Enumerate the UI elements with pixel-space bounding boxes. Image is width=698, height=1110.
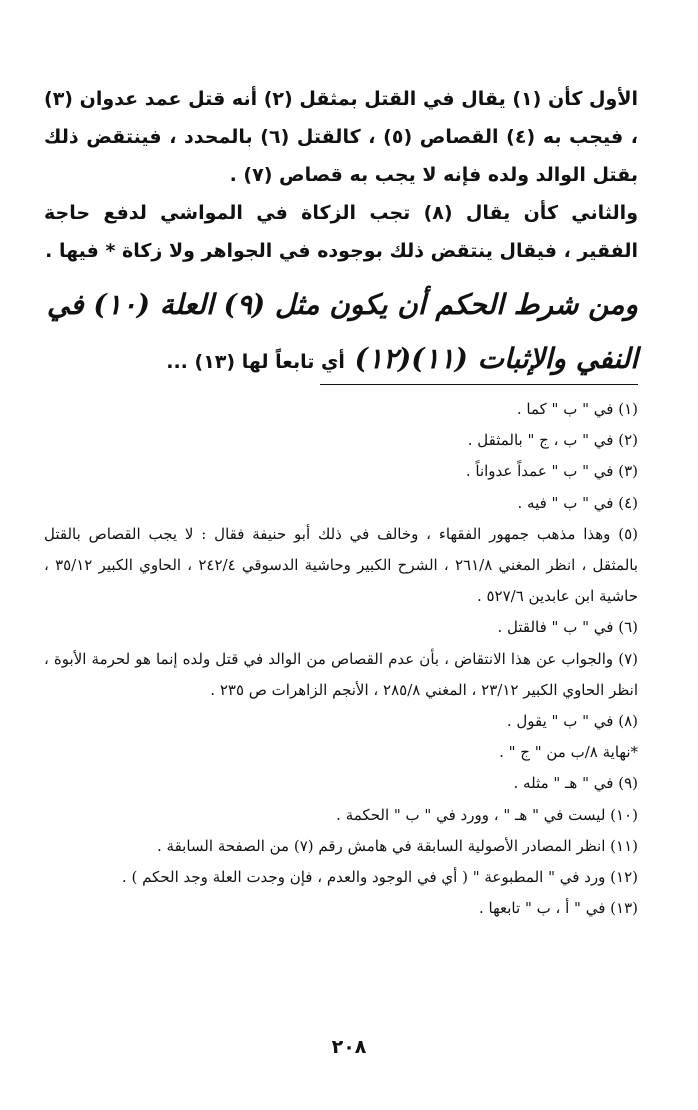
footnote: *نهاية ٨/ب من " ج " .: [499, 743, 638, 762]
footnote: (٥) وهذا مذهب جمهور الفقهاء ، وخالف في ذلك أبو حنيفة فقال : لا يجب القصاص بالقتل بالمثقل ، انظر المغني ٢٦١/٨ ، الشرح الكبير وحاشية الدسوقي ٢٤٢/٤ ، الحاوي الكبير ٣٥/١٢ ، حاشية ابن عابدين ٥٢٧/٦ .: [44, 524, 639, 606]
footnote: (٩) في " هـ " مثله .: [513, 774, 638, 793]
footnote: (١٠) ليست في " هـ " ، وورد في " ب " الحكمة .: [336, 805, 638, 824]
footnote: (٨) في " ب " يقول .: [506, 712, 638, 731]
main-text: [44, 80, 638, 270]
footnote: (٢) في " ب ، ج " بالمثقل .: [467, 431, 638, 450]
footnote: (١٣) في " أ ، ب " تابعها .: [479, 899, 638, 918]
footnote: (١١) انظر المصادر الأصولية السابقة في هامش رقم (٧) من الصفحة السابقة .: [157, 836, 638, 855]
paragraph-second-example: والثاني كأن يقال (٨) تجب الزكاة في المواشي لدفع حاجة الفقير ، فيقال ينتقض ذلك بوجوده في الجواهر ولا زكاة * فيها .: [44, 202, 638, 262]
section-heading: [44, 278, 638, 389]
footnote: (٧) والجواب عن هذا الانتقاض ، بأن عدم القصاص من الوالد في قتل ولده إنما هو لحرمة الأبوة ، انظر الحاوي الكبير ٢٣/١٢ ، المغني ٢٨٥/٨ ، الأنجم الزاهرات ص ٢٣٥ .: [44, 649, 638, 699]
footnote-divider: [320, 384, 638, 385]
heading-title: ومن شرط الحكم أن يكون مثل (٩) العلة (١٠) في النفي والإثبات (١١)(١٢): [46, 288, 638, 375]
footnote: (٦) في " ب " فالقتل .: [497, 618, 638, 637]
footnotes-list: [44, 394, 638, 924]
footnote: (١) في " ب " كما .: [516, 400, 638, 418]
heading-tail: أي تابعاً لها (١٣) ...: [166, 351, 345, 373]
page-number: ٢٠٨: [331, 1036, 367, 1058]
footnote: (١٢) ورد في " المطبوعة " ( أي في الوجود والعدم ، فإن وجدت العلة وجد الحكم ) .: [121, 868, 638, 887]
footnote: (٣) في " ب " عمداً عدواناً .: [465, 462, 638, 481]
footnote: (٤) في " ب " فيه .: [517, 493, 638, 512]
paragraph-first-example: الأول كأن (١) يقال في القتل بمثقل (٢) أنه قتل عمد عدوان (٣) ، فيجب به (٤) القصاص (٥) ، كالقتل (٦) بالمحدد ، فينتقض ذلك بقتل الوالد ولده فإنه لا يجب به قصاص (٧) .: [44, 88, 639, 186]
